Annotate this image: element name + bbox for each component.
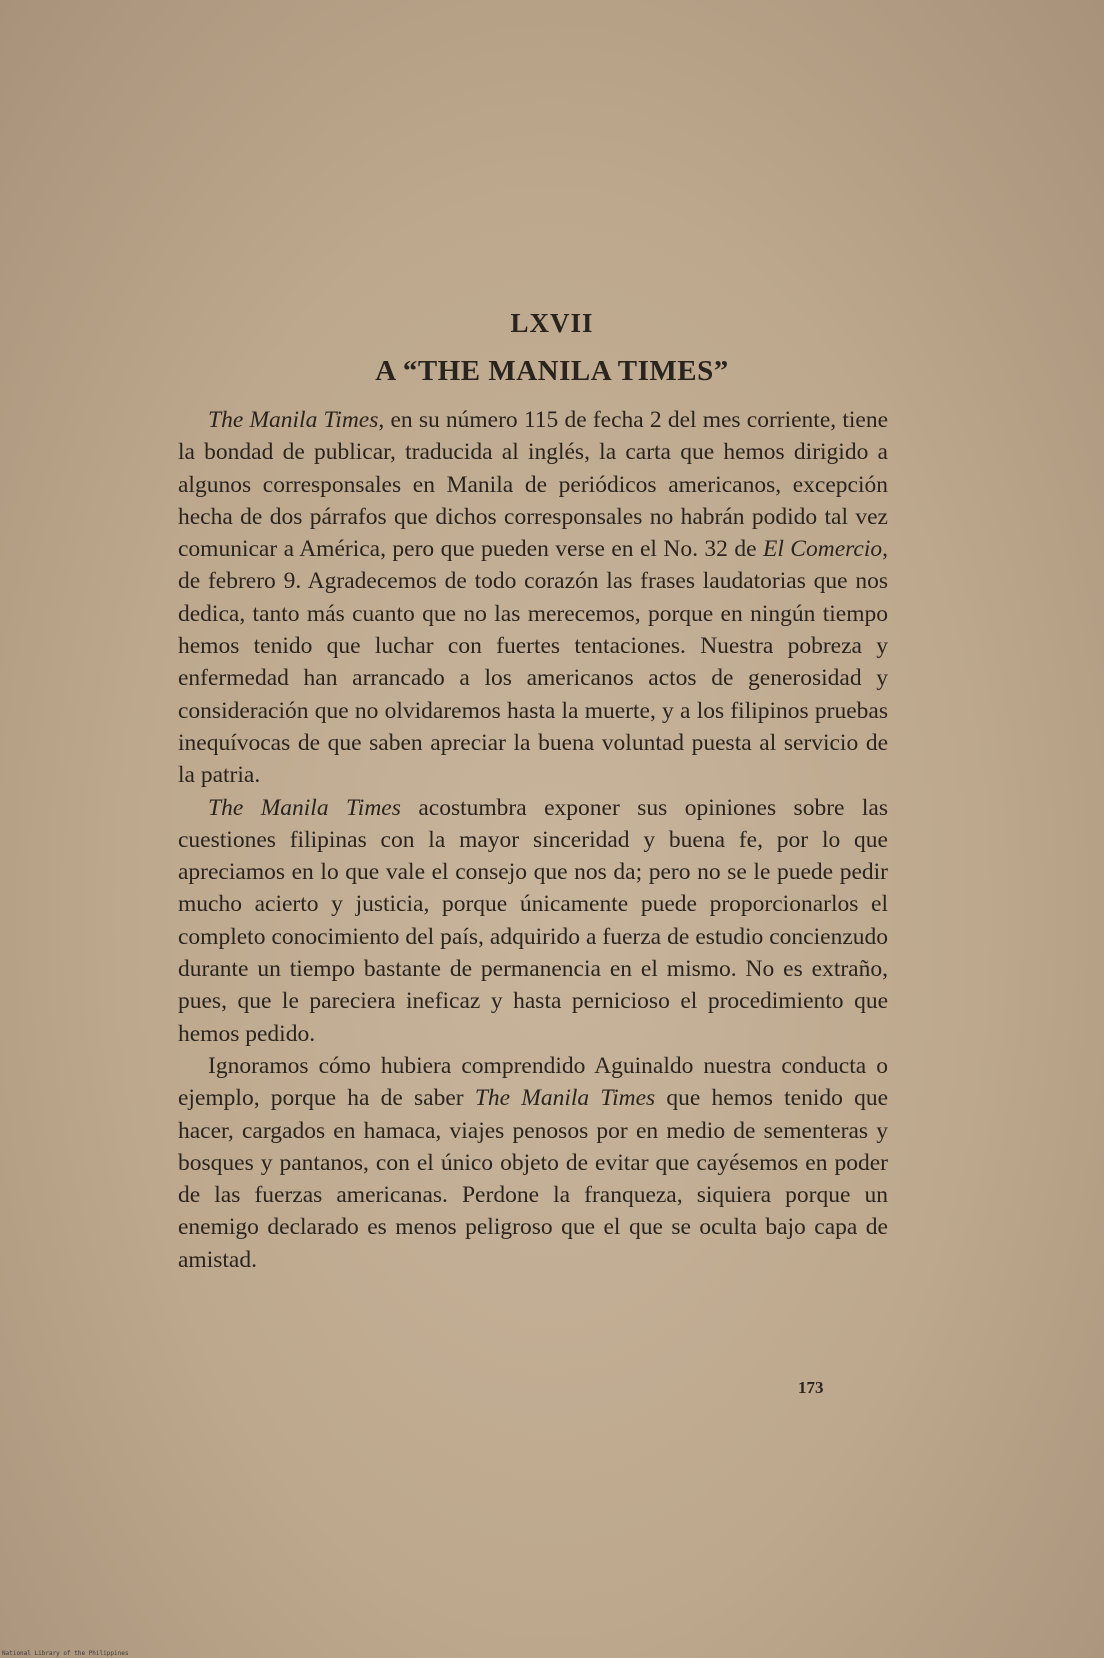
text-run: , en su número 115 de fecha 2 del mes corriente, tiene la bondad de publicar, traducida al inglés, la carta que hemos dirigido a algunos corresponsales en Manila de periódicos americanos, excepción hecha de dos párrafos que dichos corresponsales no habrán podido tal vez comunicar a América, pero que pueden verse en el No. 32 de	[178, 407, 888, 563]
library-credit: National Library of the Philippines	[2, 1650, 129, 1657]
paragraph-2	[178, 792, 888, 1050]
newspaper-name: The Manila Times	[208, 794, 401, 821]
text-run: que hemos tenido que hacer, cargados en hamaca, viajes penosos por en medio de sementeras y bosques y pantanos, con el único objeto de evitar que cayésemos en poder de las fuerzas americanas. Perdone la franqueza, siquiera porque un enemigo declarado es menos peligroso que el que se oculta bajo capa de amistad.	[178, 1085, 888, 1273]
newspaper-name: El Comercio	[762, 536, 883, 563]
text-run: Ignoramos cómo hubiera comprendido Aguinaldo nuestra conducta o ejemplo, porque ha de saber	[178, 1052, 888, 1112]
text-run: acostumbra exponer sus opiniones sobre las cuestiones filipinas con la mayor sinceridad y buena fe, por lo que apreciamos en lo que vale el consejo que nos da; pero no se le puede pedir mucho acierto y justicia, porque únicamente puede proporcionarlos el completo conocimiento del país, adquirido a fuerza de estudio concienzudo durante un tiempo bastante de permanencia en el mismo. No es extraño, pues, que le pareciera ineficaz y hasta pernicioso el procedimiento que hemos pedido.	[178, 794, 889, 1047]
newspaper-name: The Manila Times	[208, 407, 379, 433]
text-run: , de febrero 9. Agradecemos de todo corazón las frases laudatorias que nos dedica, tanto más cuanto que no las merecemos, porque en ningún tiempo hemos tenido que luchar con fuertes tentaciones. Nuestra pobreza y enfermedad han arrancado a los americanos actos de generosidad y consideración que no olvidaremos hasta la muerte, y a los filipinos pruebas inequívocas de que saben apreciar la buena voluntad puesta al servicio de la patria.	[178, 536, 888, 789]
page-number: 173	[798, 1378, 824, 1397]
body-text	[178, 404, 888, 1276]
newspaper-name: The Manila Times	[474, 1085, 656, 1112]
paragraph-1	[178, 404, 888, 792]
chapter-title: A “THE MANILA TIMES”	[375, 355, 729, 387]
chapter-number: LXVII	[510, 308, 594, 338]
paragraph-3	[178, 1050, 888, 1276]
